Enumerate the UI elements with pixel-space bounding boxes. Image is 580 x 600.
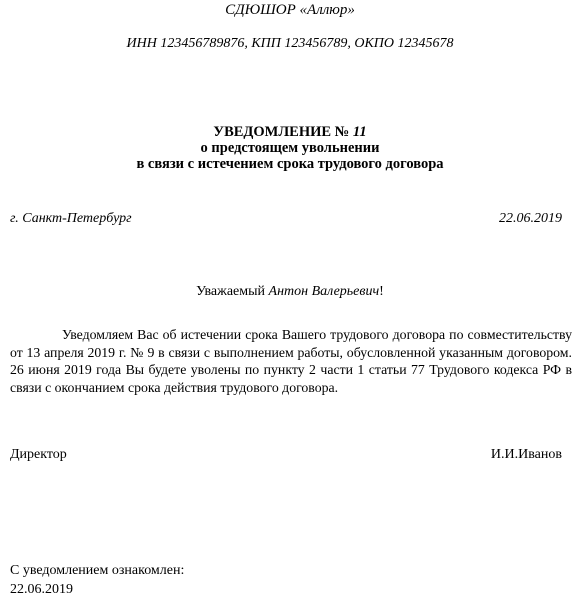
document-date: 22.06.2019: [499, 211, 562, 226]
document-title-label: УВЕДОМЛЕНИЕ №: [213, 124, 350, 140]
acknowledgement-date: 22.06.2019: [10, 582, 73, 597]
greeting-name: Антон Валерьевич: [268, 284, 380, 299]
greeting: [0, 284, 580, 300]
signatory-position: Директор: [10, 447, 67, 462]
document-title: [0, 124, 580, 141]
greeting-suffix: !: [379, 284, 384, 299]
notice-body: Уведомляем Вас об истечении срока Вашего трудового договора по совместительству от 13 апреля 2019 г. № 9 в связи с выполнением работы, обусловленной указанным договором. 26 июня 2019 года Вы будете уволены по пункту 2 части 1 статьи 77 Трудового кодекса РФ в связи с окончанием срока действия трудового договора.: [10, 327, 572, 395]
greeting-prefix: Уважаемый: [196, 284, 266, 299]
acknowledgement-text: С уведомлением ознакомлен:: [10, 563, 185, 578]
document-city: г. Санкт-Петербург: [10, 211, 132, 226]
organization-name: СДЮШОР «Аллюр»: [225, 2, 355, 18]
document-number: 11: [352, 124, 367, 140]
document-subtitle-line-1: о предстоящем увольнении: [200, 140, 380, 156]
document-subtitle-line-2: в связи с истечением срока трудового договора: [136, 156, 444, 172]
signatory-name: И.И.Иванов: [490, 447, 562, 462]
organization-requisites: ИНН 123456789876, КПП 123456789, ОКПО 12345678: [126, 36, 454, 51]
